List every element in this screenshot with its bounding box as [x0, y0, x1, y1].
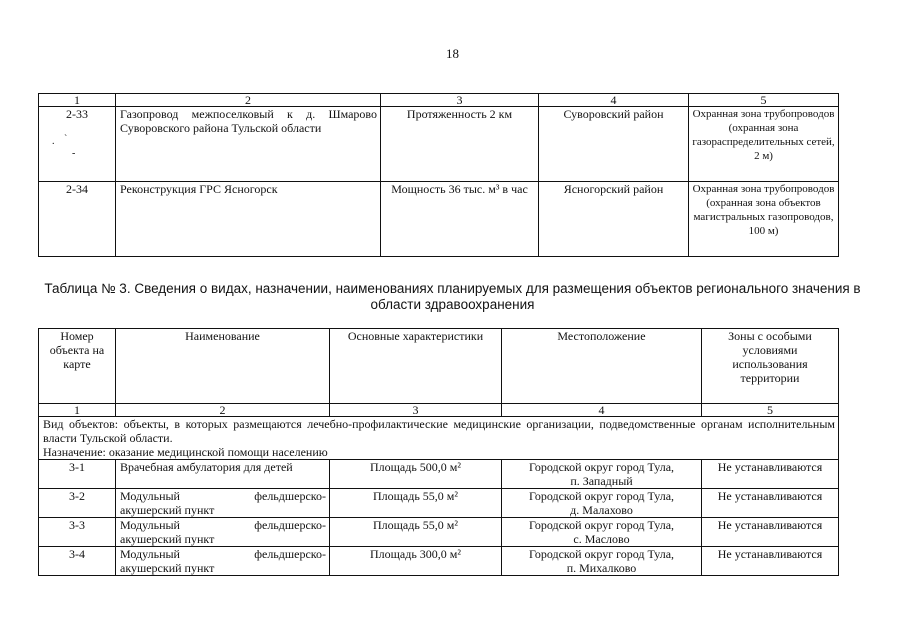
object-area: Площадь 300,0 м² [330, 547, 502, 576]
object-type-cell [39, 417, 839, 460]
location-line: Городской округ город Тула, [528, 489, 675, 503]
object-location [502, 460, 702, 489]
object-characteristic: Мощность 36 тыс. м³ в час [381, 182, 539, 257]
table-row [39, 182, 839, 257]
object-name-line: акушерский пункт [120, 532, 215, 546]
zone-value: Не устанавливаются [702, 460, 839, 489]
object-type-row [39, 417, 839, 460]
object-name-line: акушерский пункт [120, 503, 215, 517]
object-area: Площадь 500,0 м² [330, 460, 502, 489]
object-name: Реконструкция ГРС Ясногорск [116, 182, 381, 257]
table-row [39, 489, 839, 518]
object-name-line: Врачебная амбулатория для детей [120, 460, 293, 474]
object-name-part: фельдшерско- [254, 518, 326, 532]
header-row [39, 329, 839, 404]
object-location: Ясногорский район [539, 182, 689, 257]
object-location [502, 547, 702, 576]
zone-value: Не устанавливаются [702, 547, 839, 576]
page-number: 18 [446, 46, 459, 61]
table-caption: Таблица № 3. Сведения о видах, назначении, наименованиях планируемых для размещения объектов регионального значения в области здравоохранения [44, 281, 861, 312]
header-cell: Номер объекта на карте [39, 329, 116, 404]
location-line: п. Западный [570, 474, 633, 488]
object-number: 3-2 [39, 489, 116, 518]
object-name-part: Модульный [120, 489, 180, 503]
object-area: Площадь 55,0 м² [330, 489, 502, 518]
zone-value: Не устанавливаются [702, 489, 839, 518]
healthcare-objects-table [38, 328, 839, 576]
object-name: Газопровод межпоселковый к д. Шмарово Суворовского района Тульской области [116, 107, 381, 182]
header-cell: Зоны с особыми условиями использования территории [702, 329, 839, 404]
table-row [39, 518, 839, 547]
location-line: Городской округ город Тула, [528, 460, 675, 474]
object-type-text: Вид объектов: объекты, в которых размещаются лечебно-профилактические медицинские организации, подведомственные органам исполнительным власти Тульской области. [43, 417, 835, 445]
object-name-part: фельдшерско- [254, 489, 326, 503]
table-row [39, 107, 839, 182]
column-number: 4 [539, 94, 689, 107]
object-number: 2-33 [66, 107, 88, 121]
object-number-cell [39, 107, 116, 182]
column-number: 4 [502, 404, 702, 417]
column-number-row [39, 94, 839, 107]
column-number: 2 [116, 404, 330, 417]
object-number: 3-4 [39, 547, 116, 576]
purpose-text: Назначение: оказание медицинской помощи населению [43, 445, 328, 459]
location-line: п. Михалково [566, 561, 637, 575]
location-line: Городской округ город Тула, [528, 518, 675, 532]
object-name-line: акушерский пункт [120, 561, 215, 575]
column-number: 2 [116, 94, 381, 107]
table-row [39, 547, 839, 576]
object-name [116, 489, 330, 518]
table-row [39, 460, 839, 489]
header-cell: Местоположение [502, 329, 702, 404]
object-number: 3-1 [39, 460, 116, 489]
location-line: Городской округ город Тула, [528, 547, 675, 561]
object-number: 3-3 [39, 518, 116, 547]
column-number: 3 [381, 94, 539, 107]
gas-objects-table [38, 93, 839, 257]
object-location: Суворовский район [539, 107, 689, 182]
object-name-part: фельдшерско- [254, 547, 326, 561]
object-location [502, 518, 702, 547]
object-location [502, 489, 702, 518]
object-area: Площадь 55,0 м² [330, 518, 502, 547]
column-number: 3 [330, 404, 502, 417]
object-name-part: Модульный [120, 518, 180, 532]
header-cell: Основные характеристики [330, 329, 502, 404]
zone-value: Не устанавливаются [702, 518, 839, 547]
location-line: д. Малахово [570, 503, 633, 517]
object-name [116, 518, 330, 547]
object-characteristic: Протяженность 2 км [381, 107, 539, 182]
column-number: 5 [689, 94, 839, 107]
scan-marks: . ` - [52, 134, 76, 159]
location-line: с. Маслово [573, 532, 630, 546]
protection-zone: Охранная зона трубопроводов (охранная зона объектов магистральных газопроводов, 100 м) [689, 182, 839, 257]
protection-zone: Охранная зона трубопроводов (охранная зона газораспределительных сетей, 2 м) [689, 107, 839, 182]
object-name [116, 460, 330, 489]
header-cell: Наименование [116, 329, 330, 404]
object-name-part: Модульный [120, 547, 180, 561]
column-number: 1 [39, 94, 116, 107]
column-number: 1 [39, 404, 116, 417]
column-number: 5 [702, 404, 839, 417]
column-number-row [39, 404, 839, 417]
object-number: 2-34 [39, 182, 116, 257]
object-name [116, 547, 330, 576]
